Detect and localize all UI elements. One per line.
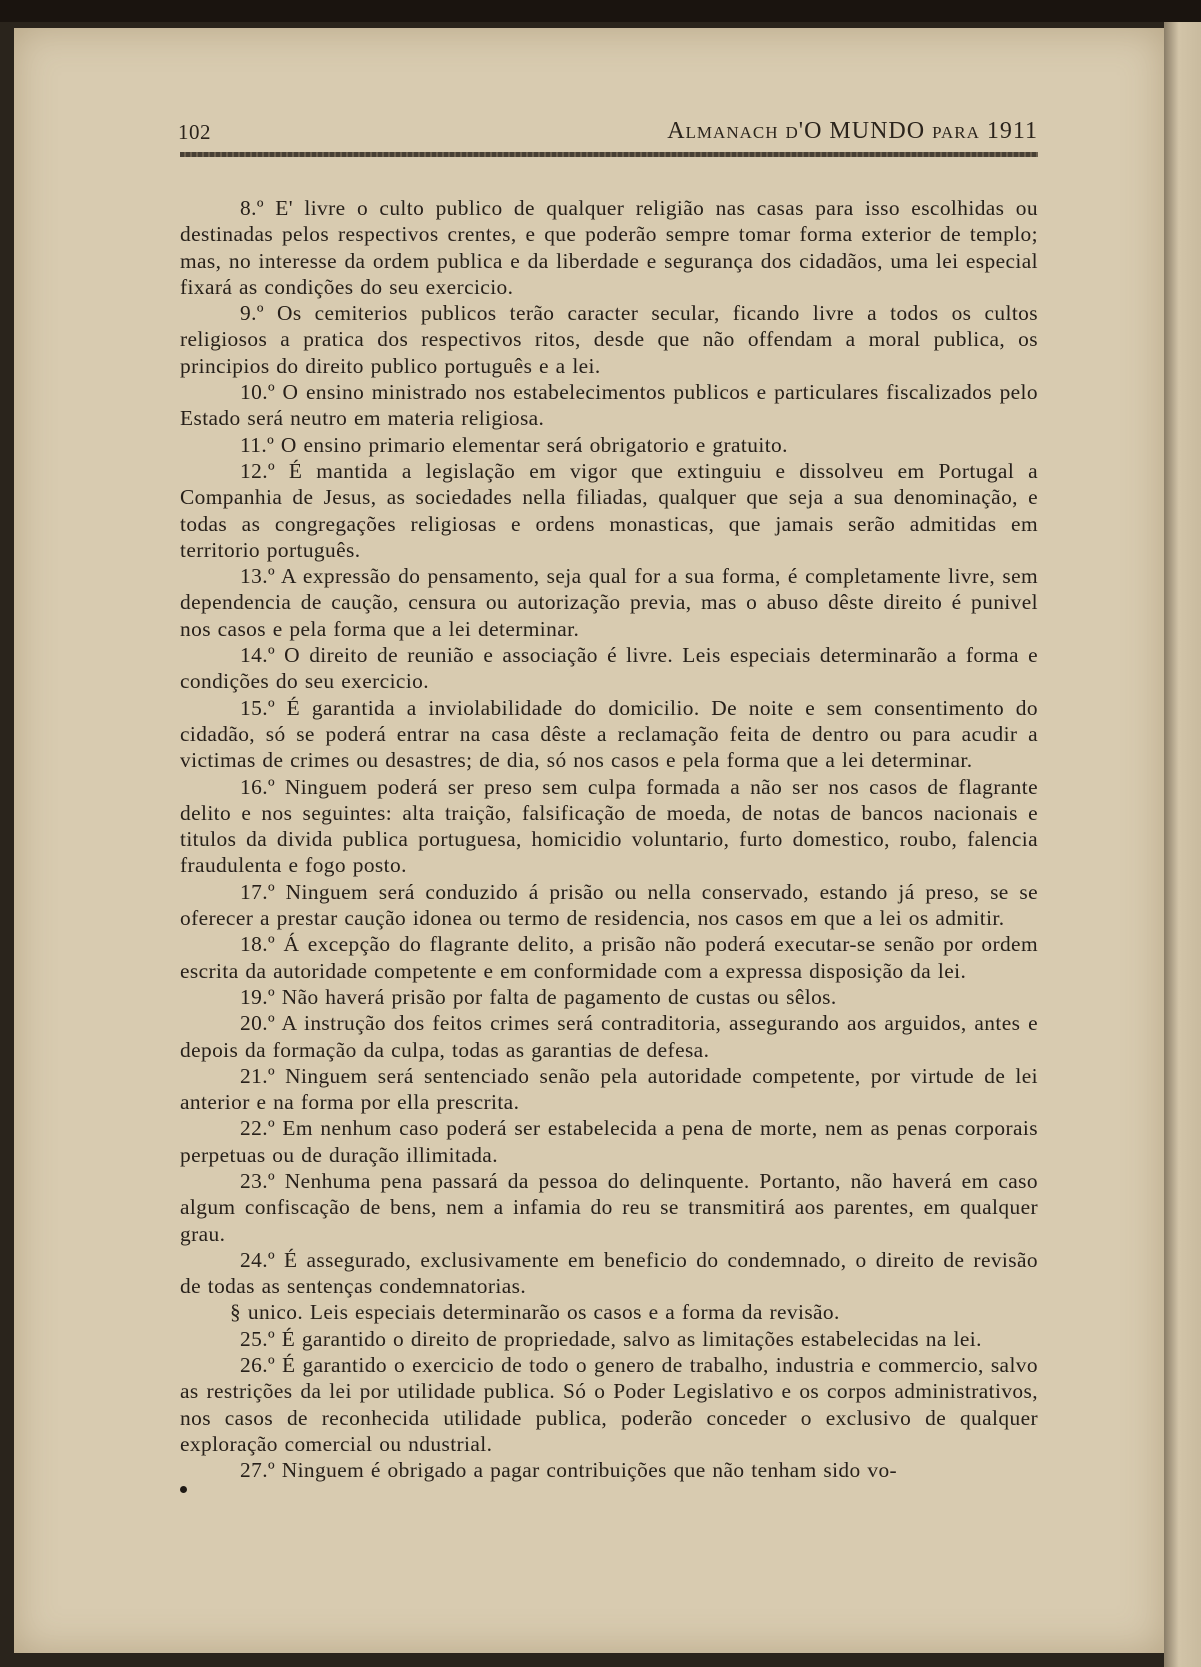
article-8: 8.º E' livre o culto publico de qualquer religião nas casas para isso escolhidas ou destinadas pelos respectivos crentes, e que poderão sempre tomar forma exterior de templo; mas, no interesse da ordem publica e da liberdade e segurança dos cidadãos, uma lei especial fixará as condições do seu exercicio. [180,196,1038,299]
article-18: 18.º Á excepção do flagrante delito, a prisão não poderá executar-se senão por ordem escrita da autoridade competente e em conformidade com a expressa disposição da lei. [180,932,1038,983]
article-27: 27.º Ninguem é obrigado a pagar contribuições que não tenham sido vo- [240,1458,898,1483]
article-26: 26.º É garantido o exercicio de todo o genero de trabalho, industria e commercio, salvo as restrições da lei por utilidade publica. Só o Poder Legislativo e os corpos administrativos, nos casos de reconhecida utilidade publica, poderão conceder o exclusivo de qualquer exploração comercial ou ndustrial. [180,1353,1038,1456]
article-11: 11.º O ensino primario elementar será obrigatorio e gratuito. [240,432,788,457]
article-16: 16.º Ninguem poderá ser preso sem culpa formada a não ser nos casos de flagrante delito e nos seguintes: alta traição, falsificação de moeda, de notas de bancos nacionais e titulos da divida publica portuguesa, homicidio voluntario, furto domestico, roubo, falencia fraudulenta e fogo posto. [180,774,1038,878]
article-text [180,195,1038,1484]
article-24: 24.º É assegurado, exclusivamente em beneficio do condemnado, o direito de revisão de todas as sentenças condemnatorias. [180,1247,1038,1299]
article-21: 21.º Ninguem será sentenciado senão pela autoridade competente, por virtude de lei anterior e na forma por ella prescrita. [180,1063,1038,1115]
running-header [168,118,1038,146]
article-12: 12.º É mantida a legislação em vigor que extinguiu e dissolveu em Portugal a Companhia de Jesus, as sociedades nella filiadas, qualquer que seja a sua denominação, e todas as congregações religiosas e ordens monasticas, que jamais serão admitidas em territorio português. [180,458,1038,562]
header-rule [180,152,1038,157]
article-9: 9.º Os cemiterios publicos terão caracter secular, ficando livre a todos os cultos religiosos a pratica dos respectivos ritos, desde que não offendam a moral publica, os principios do direito publico português e a lei. [180,301,1038,378]
article-25: 25.º É garantido o direito de propriedade, salvo as limitações estabelecidas na lei. [240,1326,982,1351]
article-14: 14.º O direito de reunião e associação é livre. Leis especiais determinarão a forma e condições do seu exercicio. [180,643,1038,694]
article-24-paragraph-unico: § unico. Leis especiais determinarão os casos e a forma da revisão. [230,1300,840,1325]
ink-dot [180,1486,187,1493]
article-20: 20.º A instrução dos feitos crimes será contraditoria, assegurando aos arguidos, antes e depois da formação da culpa, todas as garantias de defesa. [180,1011,1038,1062]
page-edge [1164,22,1201,1667]
article-17: 17.º Ninguem será conduzido á prisão ou nella conservado, estando já preso, se se oferecer a prestar caução idonea ou termo de residencia, nos casos em que a lei os admitir. [180,879,1038,931]
page-number: 102 [178,120,211,144]
article-10: 10.º O ensino ministrado nos estabelecimentos publicos e particulares fiscalizados pelo Estado será neutro em materia religiosa. [180,380,1038,431]
header-title: Almanach d'O MUNDO para 1911 [667,118,1038,144]
article-23: 23.º Nenhuma pena passará da pessoa do delinquente. Portanto, não haverá em caso algum confiscação de bens, nem a infamia do reu se transmitirá aos parentes, em qualquer grau. [180,1168,1038,1246]
scan-border-top [0,0,1201,22]
article-22: 22.º Em nenhum caso poderá ser estabelecida a pena de morte, nem as penas corporais perpetuas ou de duração illimitada. [180,1116,1038,1167]
article-15: 15.º É garantida a inviolabilidade do domicilio. De noite e sem consentimento do cidadão, só se poderá entrar na casa dêste a reclamação feita de dentro ou para acudir a victimas de crimes ou desastres; de dia, só nos casos e pela forma que a lei determinar. [180,695,1038,773]
article-13: 13.º A expressão do pensamento, seja qual for a sua forma, é completamente livre, sem dependencia de caução, censura ou autorização previa, mas o abuso dêste direito é punivel nos casos e pela forma que a lei determinar. [180,564,1038,641]
article-19: 19.º Não haverá prisão por falta de pagamento de custas ou sêlos. [240,984,837,1009]
